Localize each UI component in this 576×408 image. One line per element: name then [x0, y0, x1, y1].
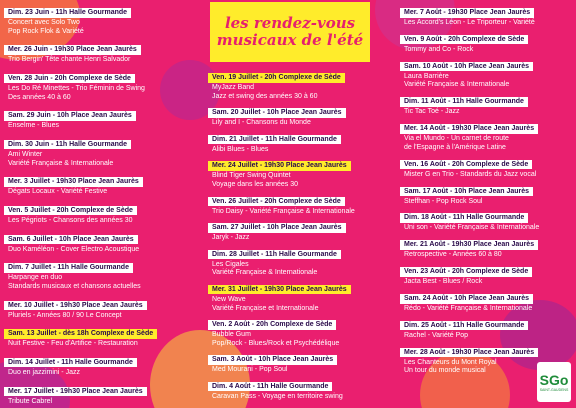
event-item [208, 128, 403, 155]
event-date: Mer. 28 Août - 19h30 Place Jean Jaurès [400, 348, 538, 358]
event-item [4, 38, 209, 65]
event-description: Enselme - Blues [8, 122, 59, 130]
event-date: Dim. 14 Juillet - 11h Halle Gourmande [4, 358, 137, 368]
event-item [208, 375, 403, 402]
event-item [208, 154, 403, 189]
event-date: Ven. 23 Août - 20h Complexe de Sède [400, 267, 532, 277]
event-description: Dégats Locaux - Variété Festive [8, 188, 108, 196]
event-description: Tribute Cabrel [8, 397, 53, 405]
event-date: Dim. 11 Août - 11h Halle Gourmande [400, 97, 528, 107]
event-date: Dim. 4 Août - 11h Halle Gourmande [208, 382, 332, 392]
event-date: Sam. 20 Juillet - 10h Place Jean Jaurès [208, 108, 346, 118]
event-date: Sam. 13 Juillet - dès 18h Complexe de Sède [4, 329, 157, 339]
event-item [208, 101, 403, 128]
event-description: Pop Rock Flok & Variété [8, 27, 84, 35]
event-date: Dim. 28 Juillet - 11h Halle Gourmande [208, 250, 341, 260]
event-description: Jazz et swing des années 30 à 60 [212, 92, 318, 100]
event-description: Duo en jazzimini - Jazz [8, 368, 80, 376]
event-description: Tommy and Co - Rock [404, 45, 474, 53]
event-description: Des années 40 à 60 [8, 93, 71, 101]
event-description: Lily and I - Chansons du Monde [212, 119, 311, 127]
event-description: Uni son - Variété Française & Internationale [404, 224, 540, 232]
event-item [208, 66, 403, 101]
event-description: Voyage dans les années 30 [212, 180, 299, 188]
event-description: Caravan Pass - Voyage en territoire swing [212, 392, 343, 400]
event-item [208, 190, 403, 217]
event-item [400, 90, 570, 117]
event-description: New Wave [212, 295, 246, 303]
event-date: Sam. 10 Août - 10h Place Jean Jaurès [400, 62, 533, 72]
event-description: de l'Espagne à l'Amérique Latine [404, 143, 506, 151]
event-description: Pluriels - Années 80 / 90 Le Concept [8, 311, 122, 319]
event-item [4, 133, 209, 168]
event-description: Alibi Blues - Blues [212, 145, 269, 153]
event-description: Jaryk - Jazz [212, 234, 250, 242]
event-description: Variété Française & Internationale [212, 269, 318, 277]
schedule-column-2 [208, 66, 403, 402]
event-date: Ven. 9 Août - 20h Complexe de Sède [400, 35, 528, 45]
title-line-2: musicaux de l'été [216, 31, 364, 49]
event-description: Steffhan - Pop Rock Soul [404, 197, 483, 205]
city-logo [537, 362, 571, 402]
event-description: MyJazz Band [212, 84, 255, 91]
event-date: Ven. 26 Juillet - 20h Complexe de Sède [208, 197, 345, 207]
event-description: Les Cigales [212, 260, 249, 268]
event-description: Jacta Best - Blues / Rock [404, 278, 483, 286]
event-date: Mer. 31 Juillet - 19h30 Place Jean Jaurès [208, 285, 351, 295]
event-date: Ven. 19 Juillet - 20h Complexe de Sède [208, 73, 345, 83]
event-item [4, 228, 209, 255]
event-item [4, 67, 209, 102]
event-description: Variété Française et Internationale [212, 304, 319, 312]
event-item [400, 287, 570, 314]
event-date: Ven. 28 Juin - 20h Complexe de Sède [4, 74, 135, 84]
event-date: Mer. 7 Août - 19h30 Place Jean Jaurès [400, 8, 534, 18]
event-date: Dim. 7 Juillet - 11h Halle Gourmande [4, 263, 133, 273]
event-date: Ven. 5 Juillet - 20h Complexe de Sède [4, 206, 137, 216]
event-description: Les Accord's Léon - Le Triporteur - Variété [404, 19, 535, 26]
schedule-column-1 [4, 1, 209, 406]
event-description: Rachel - Variété Pop [404, 331, 469, 339]
event-item [208, 278, 403, 313]
event-date: Mer. 24 Juillet - 19h30 Place Jean Jaurès [208, 161, 351, 171]
event-item [4, 170, 209, 197]
event-description: Tic Tac Toé - Jazz [404, 108, 460, 116]
event-date: Mer. 17 Juillet - 19h30 Place Jean Jaurès [4, 387, 147, 397]
event-description: Variété Française & Internationale [404, 81, 510, 89]
event-item [400, 233, 570, 260]
event-item [208, 313, 403, 348]
event-item [400, 260, 570, 287]
event-item [4, 1, 209, 36]
event-item [208, 216, 403, 243]
event-date: Dim. 25 Août - 11h Halle Gourmande [400, 321, 528, 331]
event-description: Duo Kaméléon - Cover Electro Acoustique [8, 245, 140, 253]
event-item [4, 104, 209, 131]
event-item [4, 294, 209, 321]
logo-text: SAINT-GAUDENS [539, 387, 569, 392]
event-description: Trio Bergin' Tête chante Henri Salvador [8, 56, 131, 64]
event-description: Bubble Gum [212, 331, 251, 339]
event-item [4, 256, 209, 291]
event-description: Un tour du monde musical [404, 367, 486, 375]
event-description: Pop/Rock - Blues/Rock et Psychédélique [212, 339, 340, 347]
poster-title [210, 2, 370, 62]
event-date: Mer. 21 Août - 19h30 Place Jean Jaurès [400, 240, 538, 250]
event-description: Retrospective - Années 60 à 80 [404, 251, 502, 259]
event-description: Trio Daisy - Variété Française & Internationale [212, 207, 355, 215]
event-description: Les Chanteurs du Mont Royal [404, 358, 497, 366]
event-date: Mer. 10 Juillet - 19h30 Place Jean Jaurès [4, 301, 147, 311]
schedule-column-3 [400, 1, 570, 376]
event-description: Concert avec Solo Two [8, 19, 80, 26]
event-date: Dim. 18 Août - 11h Halle Gourmande [400, 213, 528, 223]
event-date: Sam. 24 Août - 10h Place Jean Jaurès [400, 294, 533, 304]
event-description: Rédo - Variété Française & Internationale [404, 305, 533, 313]
event-date: Ven. 16 Août - 20h Complexe de Sède [400, 160, 532, 170]
event-description: Laura Barrière [404, 72, 449, 80]
event-item [400, 314, 570, 341]
event-date: Dim. 30 Juin - 11h Halle Gourmande [4, 140, 131, 150]
event-item [400, 206, 570, 233]
title-line-1: les rendez-vous [224, 14, 356, 32]
event-date: Dim. 21 Juillet - 11h Halle Gourmande [208, 135, 341, 145]
event-date: Sam. 17 Août - 10h Place Jean Jaurès [400, 187, 533, 197]
event-date: Ven. 2 Août - 20h Complexe de Sède [208, 320, 336, 330]
event-description: Mister G en Trio - Standards du Jazz vocal [404, 170, 537, 178]
logo-mark: SGo [539, 371, 569, 388]
event-date: Sam. 3 Août - 10h Place Jean Jaurès [208, 355, 337, 365]
event-date: Sam. 29 Juin - 10h Place Jean Jaurès [4, 111, 136, 121]
event-item [400, 28, 570, 55]
event-description: Les Do Ré Minettes - Trio Féminin de Swing [8, 84, 145, 92]
event-date: Sam. 27 Juillet - 10h Place Jean Jaurès [208, 223, 346, 233]
event-item [4, 351, 209, 378]
event-item [400, 1, 570, 28]
event-item [4, 380, 209, 407]
event-item [400, 180, 570, 207]
event-item [400, 55, 570, 90]
event-date: Mer. 3 Juillet - 19h30 Place Jean Jaurès [4, 177, 143, 187]
event-item [208, 243, 403, 278]
event-item [400, 117, 570, 152]
event-description: Variété Française & Internationale [8, 159, 114, 167]
event-description: Med Mourani - Pop Soul [212, 366, 288, 374]
event-date: Mer. 14 Août - 19h30 Place Jean Jaurès [400, 124, 538, 134]
event-description: Harpange en duo [8, 274, 63, 282]
event-date: Dim. 23 Juin - 11h Halle Gourmande [4, 8, 131, 18]
event-description: Via el Mundo - Un carnet de route [404, 135, 509, 143]
event-item [4, 199, 209, 226]
event-item [400, 153, 570, 180]
event-description: Les Pégriots - Chansons des années 30 [8, 216, 133, 224]
event-description: Nuit Festive - Feu d'Artifice - Restauration [8, 340, 138, 348]
event-item [4, 322, 209, 349]
event-description: Standards musicaux et chansons actuelles [8, 282, 141, 290]
event-date: Mer. 26 Juin - 19h30 Place Jean Jaurès [4, 45, 141, 55]
event-description: Blind Tiger Swing Quintet [212, 172, 291, 180]
event-item [208, 348, 403, 375]
event-description: Ami Winter [8, 150, 43, 158]
event-date: Sam. 6 Juillet - 10h Place Jean Jaurès [4, 235, 138, 245]
